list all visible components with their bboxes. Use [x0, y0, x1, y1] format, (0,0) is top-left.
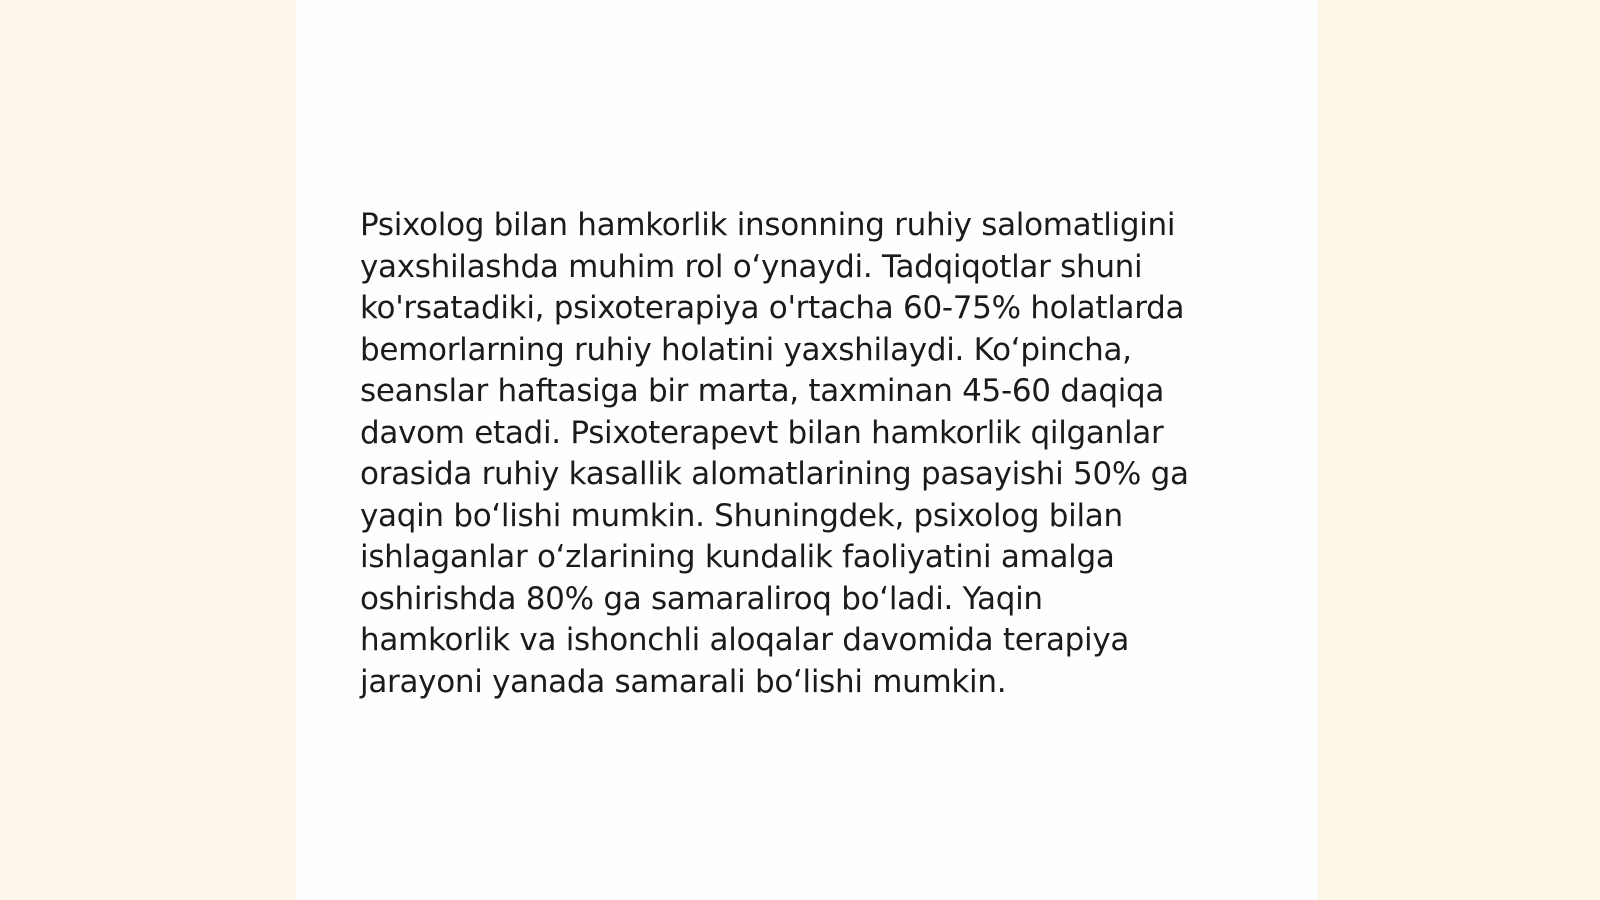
paragraph-line: ishlaganlar oʻzlarining kundalik faoliyatini amalga	[360, 539, 1115, 575]
paragraph-line: Psixolog bilan hamkorlik insonning ruhiy salomatligini	[360, 207, 1176, 243]
paragraph-line: jarayoni yanada samarali boʻlishi mumkin.	[360, 663, 1007, 700]
paragraph-line: orasida ruhiy kasallik alomatlarining pasayishi 50% ga	[360, 456, 1189, 492]
paragraph-line: oshirishda 80% ga samaraliroq boʻladi. Yaqin	[360, 580, 1043, 617]
paragraph-line: bemorlarning ruhiy holatini yaxshilaydi. Koʻpincha,	[360, 331, 1132, 368]
paragraph-line: yaqin boʻlishi mumkin. Shuningdek, psixolog bilan	[360, 497, 1123, 534]
paragraph-line: seanslar haftasiga bir marta, taxminan 45-60 daqiqa	[360, 373, 1165, 409]
right-margin	[1318, 0, 1600, 900]
slide	[296, 0, 1318, 900]
body-paragraph	[360, 205, 1260, 703]
paragraph-line: hamkorlik va ishonchli aloqalar davomida terapiya	[360, 622, 1130, 658]
paragraph-line: yaxshilashda muhim rol oʻynaydi. Tadqiqotlar shuni	[360, 248, 1143, 285]
left-margin	[0, 0, 296, 900]
paragraph-line: davom etadi. Psixoterapevt bilan hamkorlik qilganlar	[360, 414, 1164, 451]
paragraph-line: ko'rsatadiki, psixoterapiya o'rtacha 60-75% holatlarda	[360, 290, 1185, 326]
